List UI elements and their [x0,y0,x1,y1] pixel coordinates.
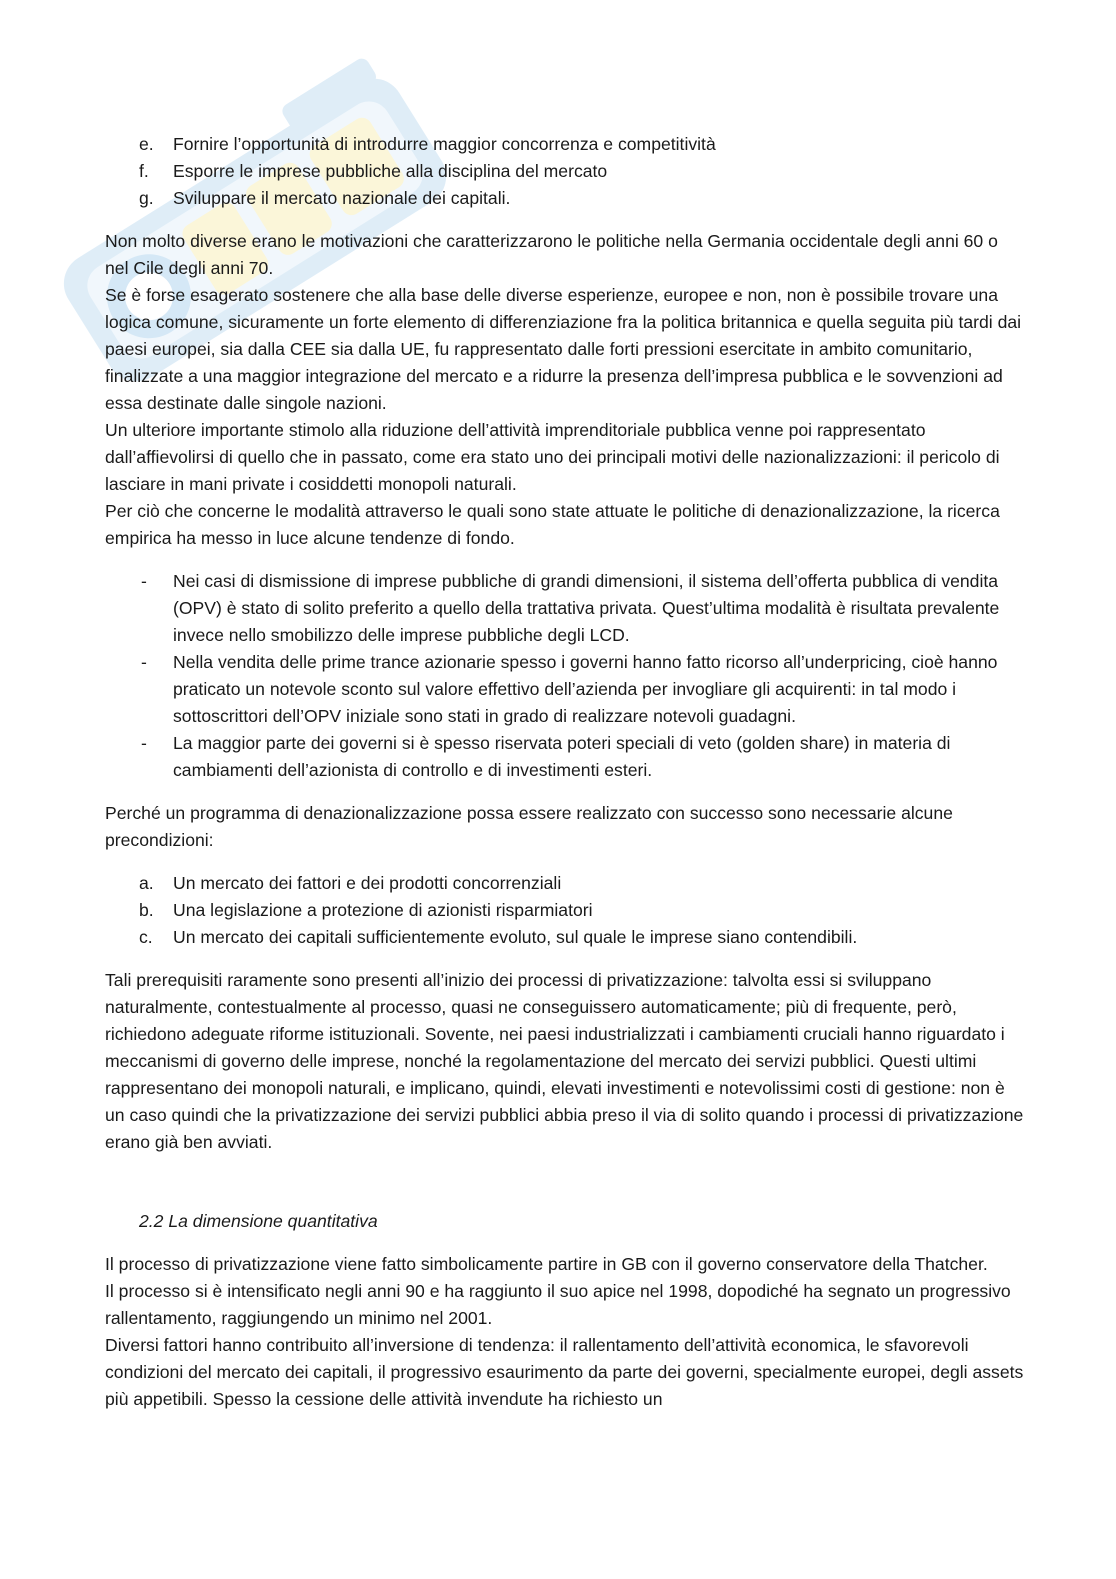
list-item-text: La maggior parte dei governi si è spesso riservata poteri speciali di veto (golden share) in materia di cambiamenti dell’azionista di controllo e di investimenti esteri. [173,733,951,780]
list-preconditions [105,870,1025,951]
list-marker: - [141,733,147,753]
list-item [105,649,1025,730]
list-item-text: Nella vendita delle prime trance azionarie spesso i governi hanno fatto ricorso all’underpricing, cioè hanno praticato un notevole sconto sul valore effettivo dell’azienda per invogliare gli acquirenti: in tal modo i sottoscrittori dell’OPV iniziale sono stati in grado di realizzare notevoli guadagni. [173,652,998,726]
list-marker: - [141,652,147,672]
paragraph: Un ulteriore importante stimolo alla riduzione dell’attività imprenditoriale pubblica venne poi rappresentato dall’affievolirsi di quello che in passato, come era stato uno dei principali motivi delle nazionalizzazioni: il pericolo di lasciare in mani private i cosiddetti monopoli naturali. [105,420,1000,494]
list-marker: c. [139,927,153,947]
list-item [105,897,1025,924]
list-marker: e. [139,134,154,154]
list-item [105,568,1025,649]
list-trends [105,568,1025,784]
list-objectives-continued [105,131,1025,212]
paragraph: Perché un programma di denazionalizzazione possa essere realizzato con successo sono necessarie alcune precondizioni: [105,803,953,850]
list-item [105,158,1025,185]
list-item-text: Un mercato dei capitali sufficientemente evoluto, sul quale le imprese siano contendibili. [173,927,858,947]
list-marker: a. [139,873,154,893]
list-item-text: Fornire l’opportunità di introdurre maggior concorrenza e competitività [173,134,716,154]
list-item [105,131,1025,158]
list-marker: g. [139,188,154,208]
list-item-text: Un mercato dei fattori e dei prodotti concorrenziali [173,873,562,893]
paragraph: Per ciò che concerne le modalità attraverso le quali sono state attuate le politiche di denazionalizzazione, la ricerca empirica ha messo in luce alcune tendenze di fondo. [105,501,1000,548]
paragraph: Tali prerequisiti raramente sono presenti all’inizio dei processi di privatizzazione: talvolta essi si sviluppano naturalmente, contestualmente al processo, quasi ne conseguissero automaticamente; più di frequente, però, richiedono adeguate riforme istituzionali. Sovente, nei paesi industrializzati i cambiamenti cruciali hanno riguardato i meccanismi di governo delle imprese, nonché la regolamentazione del mercato dei servizi pubblici. Questi ultimi rappresentano dei monopoli naturali, e implicano, quindi, elevati investimenti e notevolissimi costi di gestione: non è un caso quindi che la privatizzazione dei servizi pubblici abbia preso il via di solito quando i processi di privatizzazione erano già ben avviati. [105,970,1024,1152]
list-item-text: Nei casi di dismissione di imprese pubbliche di grandi dimensioni, il sistema dell’offerta pubblica di vendita (OPV) è stato di solito preferito a quello della trattativa privata. Quest’ultima modalità è risultata prevalente invece nello smobilizzo delle imprese pubbliche degli LCD. [173,571,1000,645]
paragraph: Se è forse esagerato sostenere che alla base delle diverse esperienze, europee e non, non è possibile trovare una logica comune, sicuramente un forte elemento di differenziazione fra la politica britannica e quella seguita più tardi dai paesi europei, sia dalla CEE sia dalla UE, fu rappresentato dalle forti pressioni esercitate in ambito comunitario, finalizzate a una maggior integrazione del mercato e a ridurre la presenza dell’impresa pubblica e le sovvenzioni ad essa destinate dalle singole nazioni. [105,285,1022,413]
list-item [105,870,1025,897]
list-item [105,185,1025,212]
paragraph: Non molto diverse erano le motivazioni che caratterizzarono le politiche nella Germania occidentale degli anni 60 o nel Cile degli anni 70. [105,231,998,278]
list-item-text: Sviluppare il mercato nazionale dei capitali. [173,188,511,208]
paragraph: Il processo si è intensificato negli anni 90 e ha raggiunto il suo apice nel 1998, dopodiché ha segnato un progressivo rallentamento, raggiungendo un minimo nel 2001. [105,1281,1011,1328]
section-heading: 2.2 La dimensione quantitativa [139,1211,378,1231]
list-marker: f. [139,161,149,181]
paragraph: Diversi fattori hanno contribuito all’inversione di tendenza: il rallentamento dell’attività economica, le sfavorevoli condizioni del mercato dei capitali, il progressivo esaurimento da parte dei governi, specialmente europei, degli assets più appetibili. Spesso la cessione delle attività invendute ha richiesto un [105,1335,1024,1409]
list-marker: - [141,571,147,591]
list-item [105,730,1025,784]
list-marker: b. [139,900,154,920]
list-item-text: Esporre le imprese pubbliche alla disciplina del mercato [173,161,608,181]
list-item-text: Una legislazione a protezione di azionisti risparmiatori [173,900,593,920]
document-body [105,131,1025,1413]
paragraph: Il processo di privatizzazione viene fatto simbolicamente partire in GB con il governo conservatore della Thatcher. [105,1254,988,1274]
list-item [105,924,1025,951]
